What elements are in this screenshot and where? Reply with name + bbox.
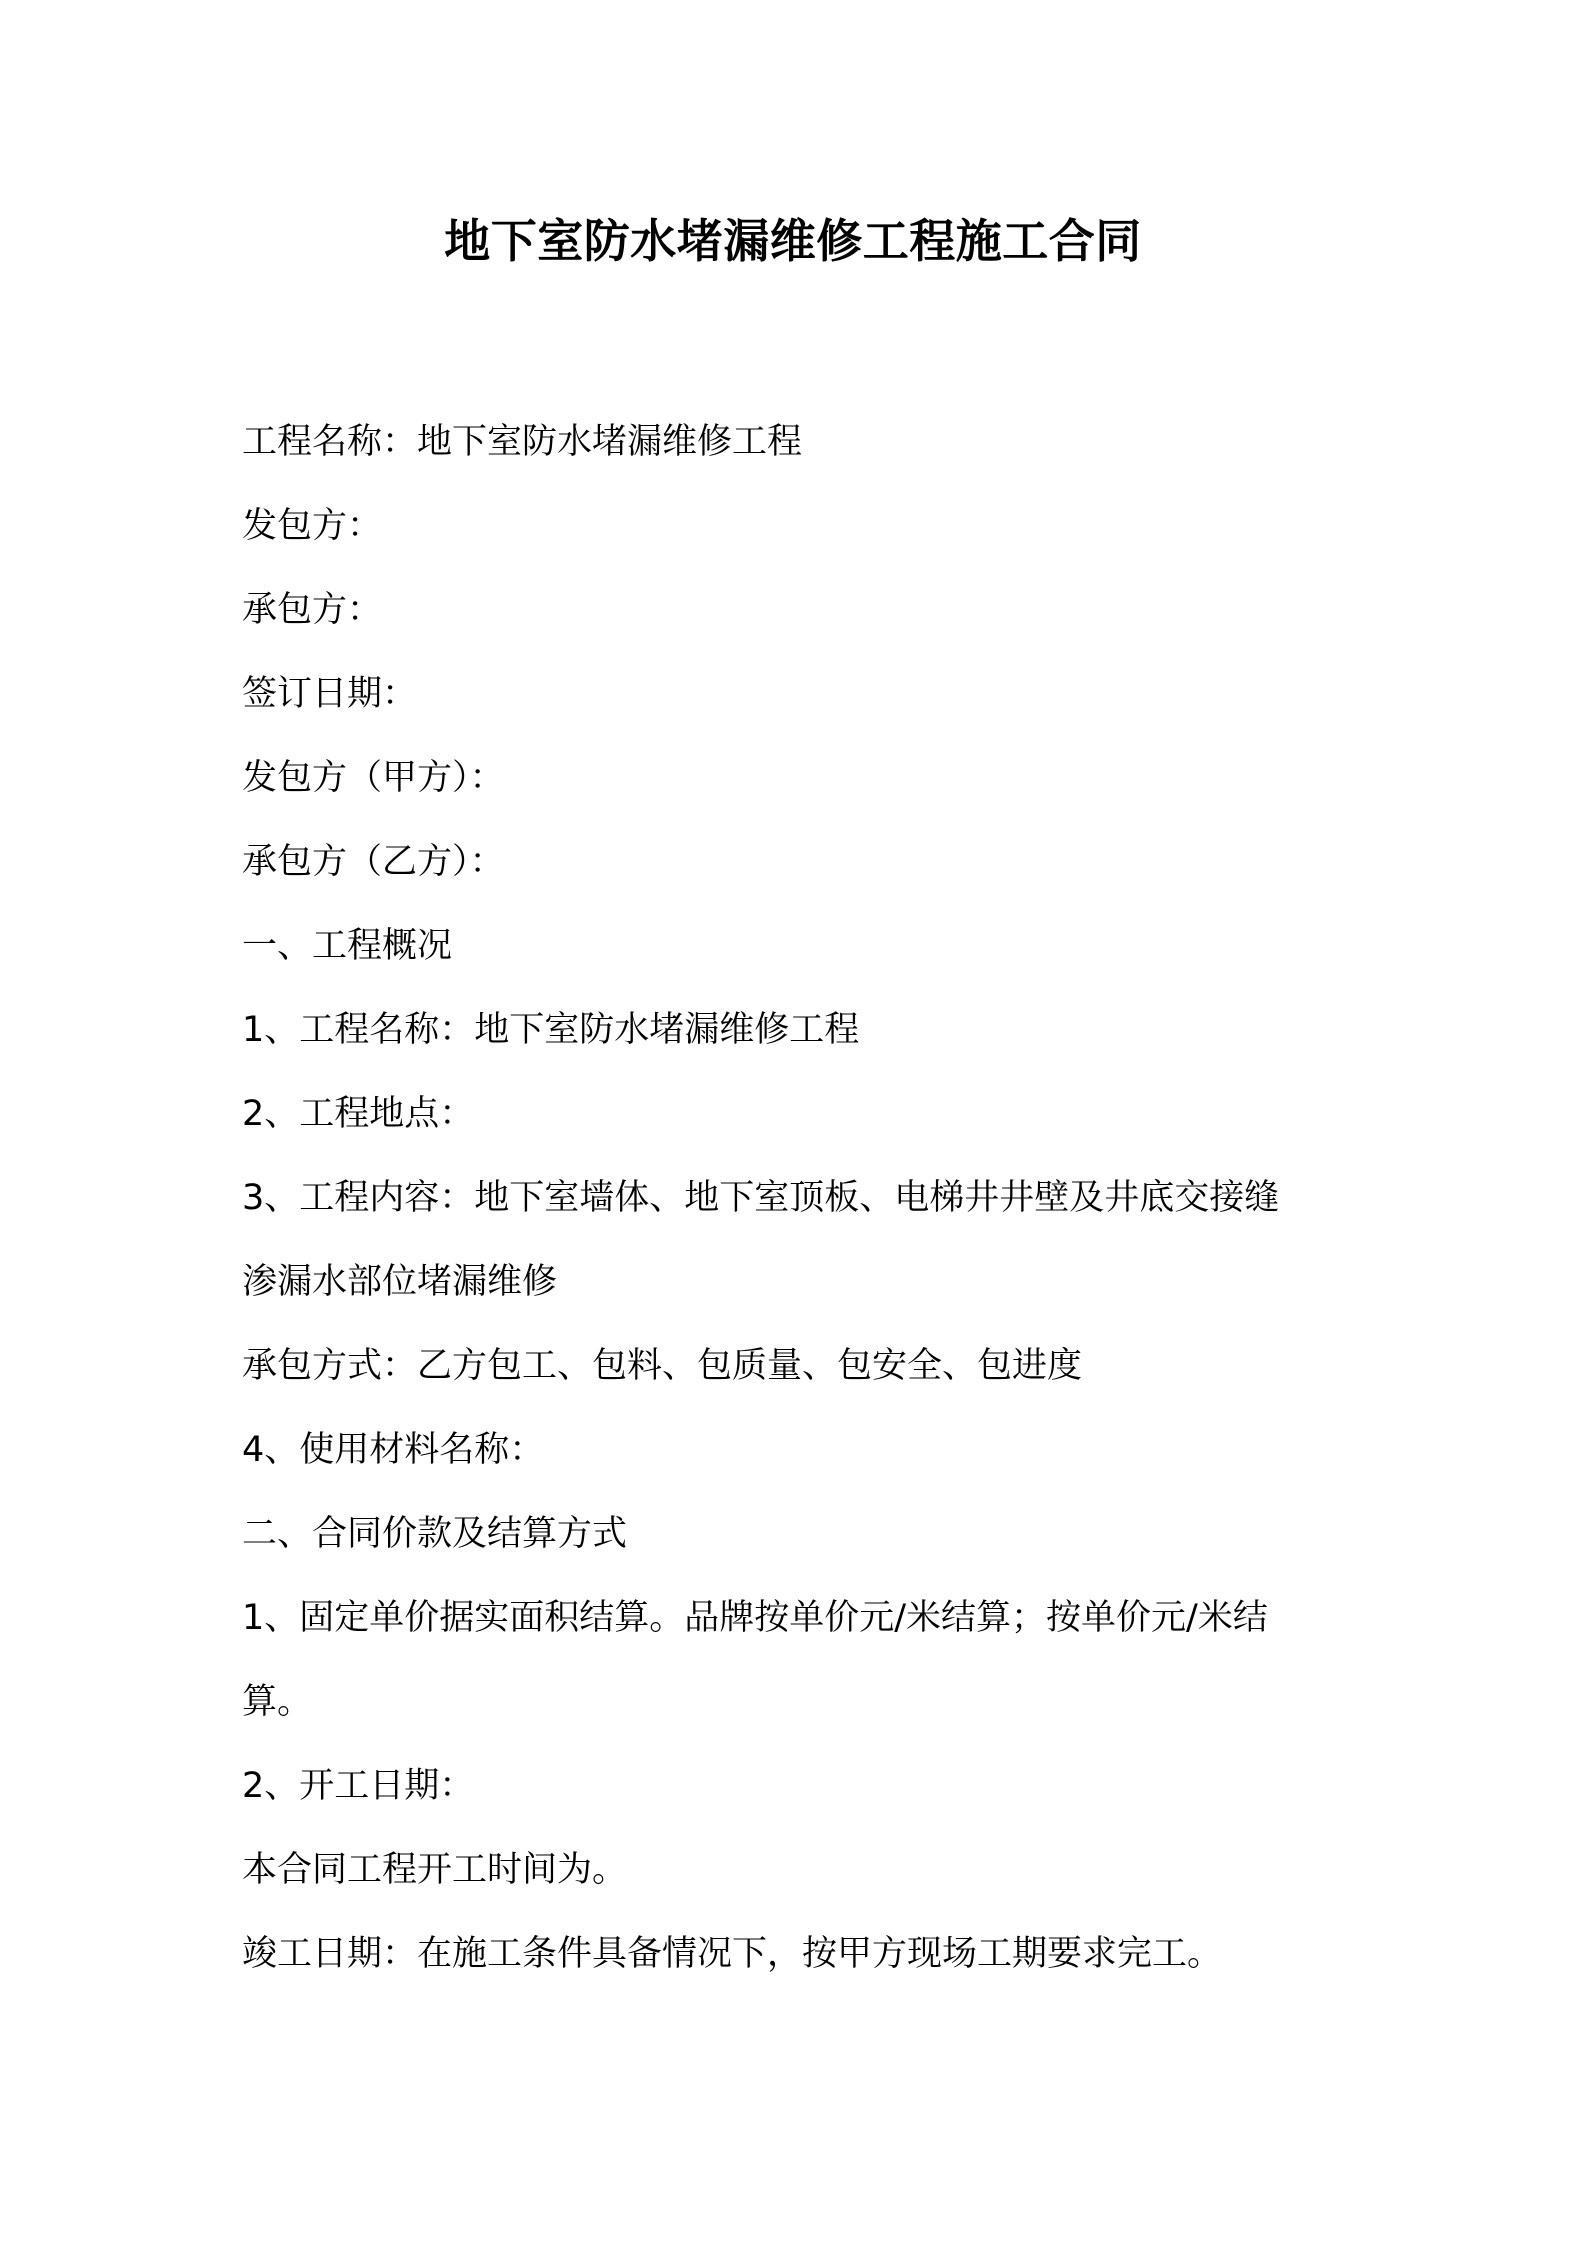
clause-start-time: 本合同工程开工时间为。: [242, 1850, 628, 1890]
line-party-a: 发包方（甲方）：: [242, 758, 505, 798]
line-contractor: 承包方：: [242, 590, 383, 630]
clause-fixed-price: 1、固定单价据实面积结算。品牌按单价元/米结算；按单价元/米结: [242, 1598, 1268, 1638]
clause-materials: 4、使用材料名称：: [242, 1430, 545, 1470]
line-signing-date: 签订日期：: [242, 674, 418, 714]
section-heading-price: 二、合同价款及结算方式: [242, 1514, 628, 1554]
clause-start-date: 2、开工日期：: [242, 1766, 475, 1806]
clause-project-location: 2、工程地点：: [242, 1094, 475, 1134]
line-party-b: 承包方（乙方）：: [242, 842, 505, 882]
document-body: [242, 400, 1362, 1996]
clause-fixed-price-cont: 算。: [242, 1682, 313, 1722]
clause-contract-mode: 承包方式：乙方包工、包料、包质量、包安全、包进度: [242, 1346, 1083, 1386]
clause-project-name: 1、工程名称：地下室防水堵漏维修工程: [242, 1010, 860, 1050]
clause-project-content: 3、工程内容：地下室墙体、地下室顶板、电梯井井壁及井底交接缝: [242, 1178, 1280, 1218]
document-title: 地下室防水堵漏维修工程施工合同: [444, 214, 1142, 268]
section-heading-overview: 一、工程概况: [242, 926, 453, 966]
line-project-name: 工程名称：地下室防水堵漏维修工程: [242, 422, 803, 462]
clause-project-content-cont: 渗漏水部位堵漏维修: [242, 1262, 558, 1302]
line-employer: 发包方：: [242, 506, 383, 546]
clause-completion-date: 竣工日期：在施工条件具备情况下，按甲方现场工期要求完工。: [242, 1934, 1223, 1974]
